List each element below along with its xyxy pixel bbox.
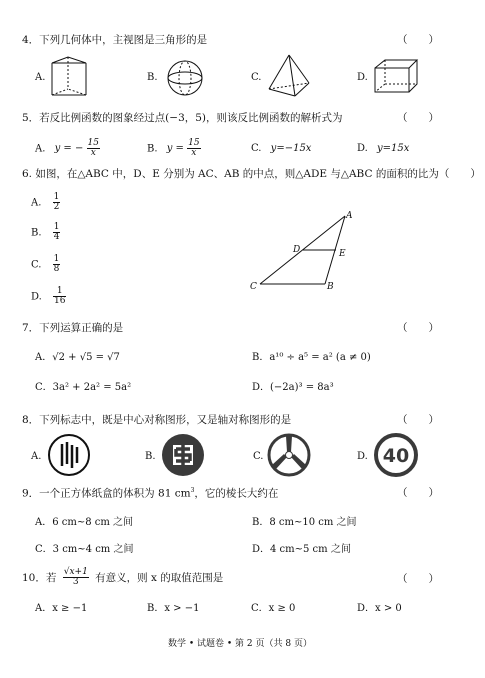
q5-option-a-denominator: x (87, 148, 100, 158)
q4-option-c-label: C. (251, 72, 262, 83)
q4-option-d-label: D. (357, 72, 368, 83)
q6-option-d (31, 287, 66, 307)
q9-stem-post: ，它的棱长大约在 (194, 487, 279, 500)
q7-option-b: B．a¹⁰ ÷ a⁵ = a² (a ≠ 0) (252, 352, 371, 363)
q9-option-d: D．4 cm~5 cm 之间 (252, 544, 351, 555)
q6-option-c-denominator: 8 (53, 264, 60, 275)
q6-option-a-numerator: 1 (53, 192, 60, 202)
q6-option-a-label: A. (31, 197, 42, 209)
q8-option-c-label: C. (253, 451, 264, 462)
q5-option-d (357, 144, 409, 154)
q6-option-c-numerator: 1 (53, 254, 60, 264)
q6-option-a (31, 193, 60, 213)
q7-answer-paren: （ ） (397, 322, 439, 334)
speed-limit-number: 40 (382, 445, 410, 467)
q5-option-a-label: A. (35, 143, 46, 155)
q6-option-b-numerator: 1 (53, 222, 60, 232)
q9-stem-sup: 3 (190, 487, 195, 494)
point-label-e: E (339, 249, 346, 259)
q5-option-b-label: B. (147, 143, 158, 155)
q5-option-b-denominator: x (187, 148, 200, 158)
q6-option-b-denominator: 4 (53, 232, 60, 243)
q4-stem: 4．下列几何体中，主视图是三角形的是 (22, 34, 208, 46)
q6-option-a-fraction (53, 193, 61, 213)
q4-triangular-prism-figure (48, 55, 94, 101)
q5-option-b-fraction (187, 139, 200, 159)
q5-option-a-numerator: 15 (87, 138, 99, 148)
q9-option-a: A．6 cm~8 cm 之间 (35, 517, 134, 528)
q6-option-c (31, 255, 60, 275)
q6-option-c-label: C. (31, 259, 42, 271)
q4-sphere-figure (165, 58, 205, 98)
q5-option-c-label: C. (251, 143, 262, 154)
q9-stem (22, 488, 278, 499)
q8-sign-b-bank-logo-icon (160, 432, 206, 478)
q5-option-d-text: y=15x (377, 143, 410, 154)
q6-option-d-numerator: 1 (56, 286, 63, 296)
q10-fraction (63, 568, 89, 588)
q9-stem-pre: 9．一个正方体纸盒的体积为 81 cm (22, 487, 191, 500)
q6-option-c-fraction (53, 255, 61, 275)
q9-answer-paren: （ ） (397, 487, 439, 499)
q4-pyramid-figure (267, 53, 311, 99)
q10-option-d: D．x > 0 (357, 603, 402, 614)
point-label-a: A (346, 211, 353, 221)
q7-stem: 7．下列运算正确的是 (22, 322, 124, 334)
q5-option-a-fraction (87, 139, 100, 159)
q8-sign-d-speed-limit-icon (373, 432, 419, 478)
q10-stem-post: 有意义，则 x 的取值范围是 (95, 571, 224, 584)
q6-option-b (31, 223, 60, 243)
q5-stem: 5．若反比例函数的图象经过点(−3，5)，则该反比例函数的解析式为 (22, 112, 343, 124)
q5-answer-paren: （ ） (397, 112, 439, 124)
q4-option-a-label: A. (35, 72, 46, 83)
q10-denominator: 3 (63, 577, 89, 587)
q5-option-b (147, 139, 201, 159)
q8-option-b-label: B. (145, 451, 156, 462)
q5-option-a-lhs: y = − (54, 143, 84, 155)
q5-option-c-text: y=−15x (270, 143, 312, 154)
q4-answer-paren: （ ） (397, 34, 439, 46)
q10-stem (22, 568, 223, 588)
q5-option-a (35, 139, 100, 159)
q10-option-a: A．x ≥ −1 (35, 603, 88, 614)
q8-option-a-label: A. (31, 451, 42, 462)
q4-cuboid-figure (373, 58, 421, 96)
q5-option-c (251, 144, 311, 154)
point-label-d: D (293, 245, 301, 255)
q5-option-b-numerator: 15 (188, 138, 200, 148)
q6-option-a-denominator: 2 (53, 202, 60, 213)
q6-option-b-label: B. (31, 227, 42, 239)
q8-sign-a-vertical-bars-icon (46, 432, 92, 478)
q9-option-b: B．8 cm~10 cm 之间 (252, 517, 357, 528)
q8-stem: 8．下列标志中，既是中心对称图形，又是轴对称图形的是 (22, 414, 292, 426)
q7-option-a: A．√2 + √5 = √7 (35, 352, 120, 363)
q8-answer-paren: （ ） (397, 414, 439, 426)
q10-option-b: B．x > −1 (147, 603, 200, 614)
q6-triangle-diagram (245, 208, 360, 293)
q7-option-d: D．(−2a)³ = 8a³ (252, 382, 334, 393)
q6-option-b-fraction (53, 223, 61, 243)
q10-option-c: C．x ≥ 0 (251, 603, 296, 614)
q5-option-d-label: D. (357, 143, 368, 154)
q10-numerator: √x+1 (63, 567, 88, 577)
page-footer: 数学 • 试题卷 • 第 2 页（共 8 页） (168, 639, 312, 649)
q9-option-c: C．3 cm~4 cm 之间 (35, 544, 134, 555)
q6-option-d-label: D. (31, 291, 42, 303)
q10-stem-pre: 10．若 (22, 571, 57, 584)
q6-option-d-fraction (53, 287, 66, 307)
q8-sign-c-wheel-icon (266, 432, 312, 478)
q8-option-d-label: D. (357, 451, 368, 462)
q6-stem: 6. 如图，在△ABC 中，D、E 分别为 AC、AB 的中点，则△ADE 与△ABC 的面积的比为（ ） (22, 168, 481, 180)
q4-option-b-label: B. (147, 72, 158, 83)
q5-option-b-lhs: y = (166, 143, 188, 155)
point-label-b: B (327, 282, 334, 292)
q10-answer-paren: （ ） (397, 573, 439, 585)
point-label-c: C (250, 282, 257, 292)
q7-option-c: C．3a² + 2a² = 5a² (35, 382, 132, 393)
q6-option-d-denominator: 16 (54, 296, 66, 307)
